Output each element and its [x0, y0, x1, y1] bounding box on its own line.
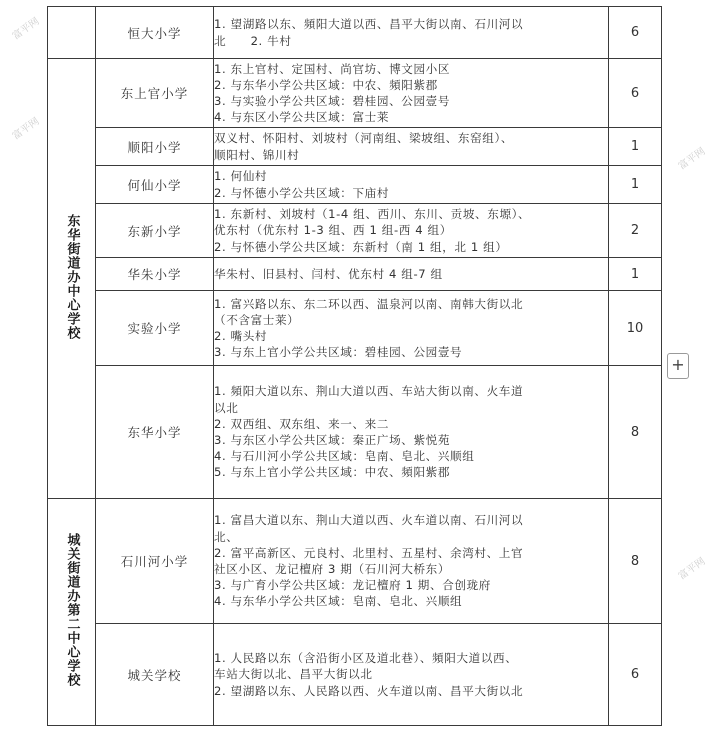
group-name: 东华街道办中心学校: [64, 213, 80, 340]
area-line: 双义村、怀阳村、刘坡村（河南组、梁坡组、东窑组）、: [214, 131, 514, 146]
class-count: 2: [609, 204, 662, 258]
school-areas: [214, 166, 609, 204]
area-line: 4. 与东区小学公共区域：富士莱: [214, 110, 390, 125]
school-areas: [214, 258, 609, 291]
table-row: [48, 624, 662, 726]
table-row: [48, 128, 662, 166]
area-line: 3. 与实验小学公共区域：碧桂园、公园壹号: [214, 94, 451, 108]
school-areas: [214, 59, 609, 128]
area-line: 2. 嘴头村: [214, 329, 268, 343]
area-line: 5. 与东上官小学公共区域：中农、頻阳紫郡: [214, 465, 451, 480]
school-areas: [214, 291, 609, 366]
school-name: 东上官小学: [96, 59, 214, 128]
area-line: 北、: [214, 529, 239, 544]
area-line: 2. 双西组、双东组、来一、来二: [214, 416, 390, 431]
area-line: 2. 与东华小学公共区域：中农、頻阳紫郡: [214, 77, 438, 92]
school-areas: [214, 128, 609, 166]
school-name: 何仙小学: [96, 166, 214, 204]
area-line: 3. 与广育小学公共区域：龙记檀府 1 期、合创珑府: [214, 578, 491, 593]
school-areas: [214, 624, 609, 726]
table-row: [48, 59, 662, 128]
class-count: 6: [609, 7, 662, 59]
area-line: 北 2. 牛村: [214, 33, 292, 48]
watermark: 富平网: [10, 116, 42, 143]
area-line: 车站大街以北、昌平大街以北: [214, 667, 373, 682]
area-line: 3. 与东区小学公共区域：秦正广场、紫悦苑: [214, 433, 451, 447]
table-row: [48, 291, 662, 366]
area-line: 3. 与东上官小学公共区域：碧桂园、公园壹号: [214, 345, 463, 360]
area-line: 社区小区、龙记檀府 3 期（石川河大桥东）: [214, 562, 451, 576]
watermark: 富平网: [676, 556, 708, 583]
table-row: [48, 499, 662, 624]
area-line: 1. 頻阳大道以东、荆山大道以西、车站大街以南、火车道: [214, 384, 524, 399]
school-areas: [214, 7, 609, 59]
school-zone-table: [47, 6, 662, 726]
table-row: [48, 258, 662, 291]
class-count: 1: [609, 258, 662, 291]
group-name-cell: [48, 499, 96, 726]
school-name: 顺阳小学: [96, 128, 214, 166]
table-row: [48, 7, 662, 59]
area-line: 1. 富昌大道以东、荆山大道以西、火车道以南、石川河以: [214, 513, 524, 528]
class-count: 6: [609, 59, 662, 128]
area-line: 1. 富兴路以东、东二环以西、温泉河以南、南韩大街以北: [214, 296, 524, 311]
school-name: 石川河小学: [96, 499, 214, 624]
expand-button[interactable]: +: [667, 353, 689, 379]
area-line: 1. 人民路以东（含沿街小区及道北巷）、頻阳大道以西、: [214, 651, 518, 666]
area-line: 1. 何仙村: [214, 169, 268, 184]
school-name: 东新小学: [96, 204, 214, 258]
watermark: 富平网: [10, 16, 42, 43]
area-line: 华朱村、旧县村、闫村、优东村 4 组-7 组: [214, 266, 443, 281]
area-line: 以北: [214, 400, 239, 415]
table-row: [48, 366, 662, 499]
school-name: 城关学校: [96, 624, 214, 726]
area-line: 4. 与石川河小学公共区域：皂南、皂北、兴顺组: [214, 449, 475, 464]
area-line: 2. 富平高新区、元良村、北里村、五星村、余湾村、上官: [214, 545, 524, 560]
table-row: [48, 204, 662, 258]
class-count: 1: [609, 128, 662, 166]
area-line: 1. 东新村、刘坡村（1-4 组、西川、东川、贡坡、东塬）、: [214, 207, 531, 222]
group-name: 城关街道办第二中心学校: [64, 533, 80, 687]
area-line: 2. 与怀德小学公共区域：下庙村: [214, 185, 390, 200]
area-line: 顺阳村、锦川村: [214, 147, 300, 162]
school-areas: [214, 366, 609, 499]
school-areas: [214, 204, 609, 258]
table-row: [48, 166, 662, 204]
area-line: （不含富士莱）: [214, 312, 300, 327]
school-areas: [214, 499, 609, 624]
school-name: 恒大小学: [96, 7, 214, 59]
school-name: 实验小学: [96, 291, 214, 366]
area-line: 1. 望湖路以东、頻阳大道以西、昌平大街以南、石川河以: [214, 17, 524, 32]
area-line: 4. 与东华小学公共区域：皂南、皂北、兴顺组: [214, 594, 463, 609]
school-name: 东华小学: [96, 366, 214, 499]
group-cell-empty: [48, 7, 96, 59]
class-count: 6: [609, 624, 662, 726]
class-count: 1: [609, 166, 662, 204]
class-count: 8: [609, 499, 662, 624]
area-line: 1. 东上官村、定国村、尚官坊、博文园小区: [214, 61, 451, 76]
group-name-cell: [48, 59, 96, 499]
area-line: 优东村（优东村 1-3 组、西 1 组-西 4 组）: [214, 223, 452, 238]
school-name: 华朱小学: [96, 258, 214, 291]
class-count: 8: [609, 366, 662, 499]
area-line: 2. 望湖路以东、人民路以西、火车道以南、昌平大街以北: [214, 683, 524, 698]
watermark: 富平网: [676, 146, 708, 173]
area-line: 2. 与怀德小学公共区域：东新村（南 1 组，北 1 组）: [214, 239, 508, 254]
class-count: 10: [609, 291, 662, 366]
